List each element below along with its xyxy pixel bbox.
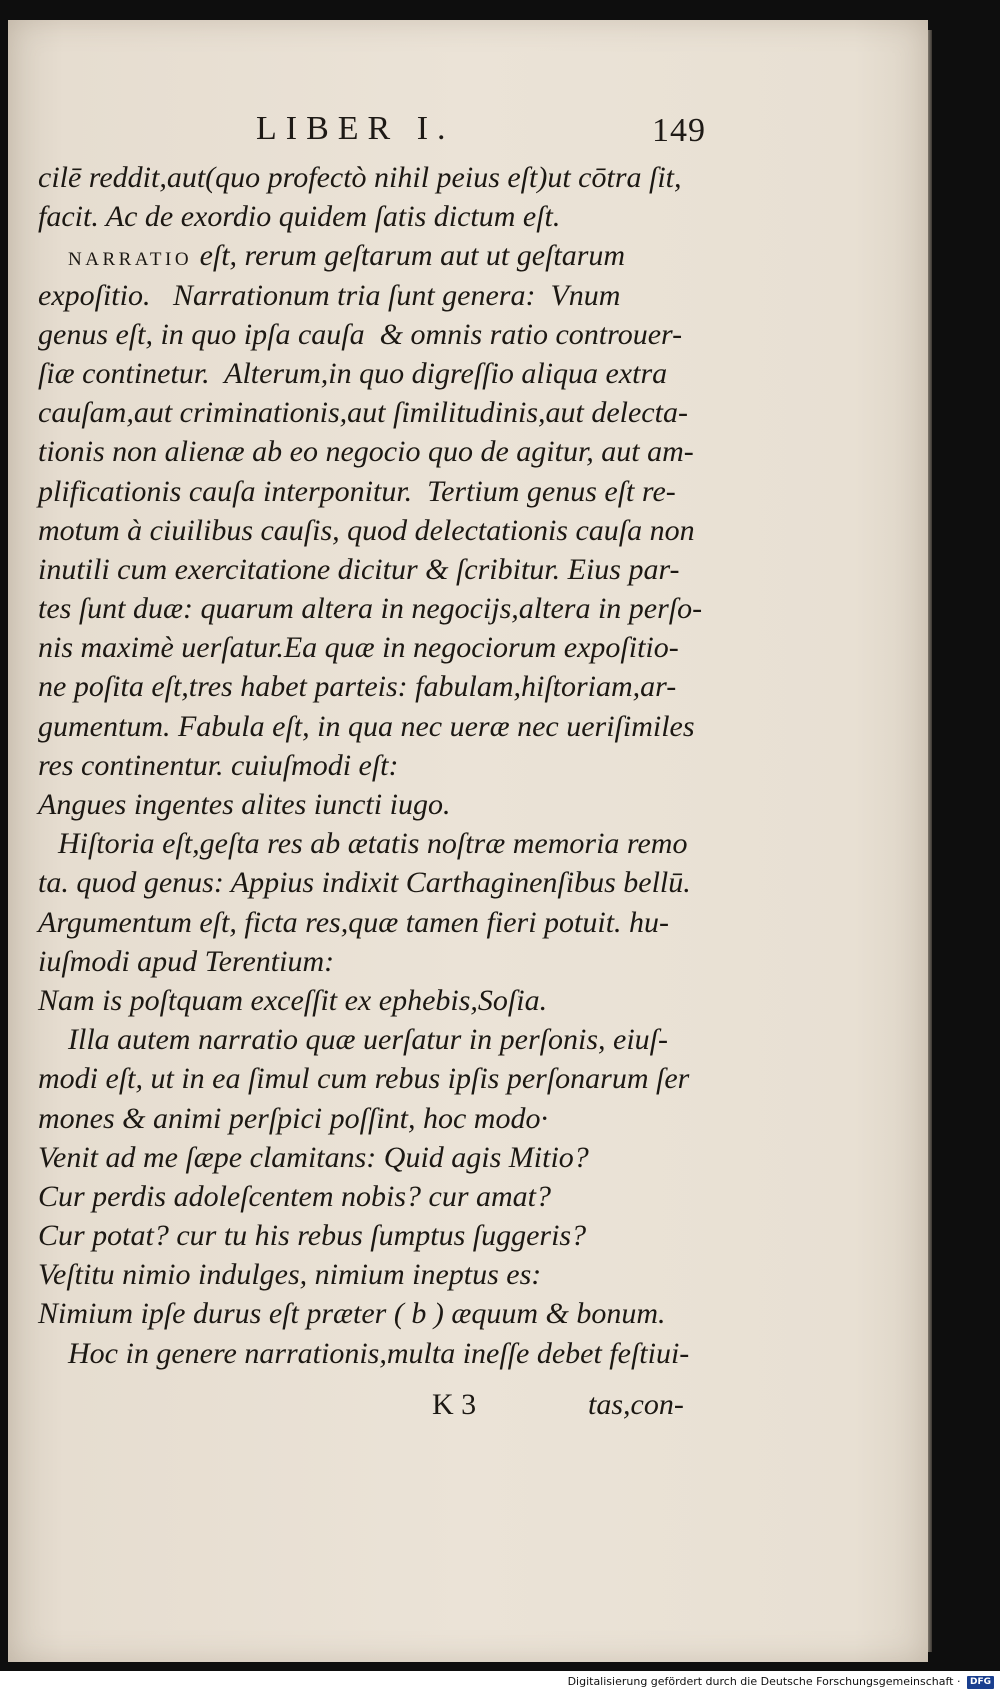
- text-line: [38, 746, 718, 785]
- text-line: [38, 1334, 718, 1373]
- text-line-content: expoſitio. Narrationum tria ſunt genera: Vnum: [38, 278, 621, 312]
- text-line: [38, 354, 718, 393]
- text-line: [38, 1099, 718, 1138]
- text-line: [38, 707, 718, 746]
- page-footer: [8, 1388, 928, 1428]
- text-line: [38, 942, 718, 981]
- text-line-content: ne poſita eſt,tres habet parteis: fabulam,hiſtoriam,ar-: [38, 670, 677, 704]
- text-line-content: Veſtitu nimio indulges, nimium ineptus es:: [38, 1258, 542, 1292]
- text-line-content: facit. Ac de exordio quidem ſatis dictum eſt.: [38, 200, 561, 234]
- text-line: [38, 628, 718, 667]
- running-head: LIBER I.: [256, 110, 455, 147]
- text-line-content: cauſam,aut criminationis,aut ſimilitudinis,aut delecta-: [38, 396, 688, 430]
- text-line-content: Cur perdis adoleſcentem nobis? cur amat?: [38, 1179, 552, 1213]
- page-number: 149: [652, 112, 706, 149]
- signature-mark: K 3: [432, 1388, 477, 1421]
- text-line-content: Cur potat? cur tu his rebus ſumptus ſuggeris?: [38, 1219, 587, 1253]
- book-page: [8, 20, 928, 1662]
- text-line: [38, 158, 718, 197]
- text-line: [38, 511, 718, 550]
- text-line-content: plificationis cauſa interponitur. Tertium genus eſt re-: [38, 474, 676, 508]
- text-line: [38, 824, 718, 863]
- text-line: [38, 1138, 718, 1177]
- text-line: [38, 667, 718, 706]
- text-line-content: ta. quod genus: Appius indixit Carthaginenſibus bellū.: [38, 866, 691, 900]
- text-line-content: Venit ad me ſæpe clamitans: Quid agis Mitio?: [38, 1140, 589, 1174]
- text-line-content: tionis non alienæ ab eo negocio quo de agitur, aut am-: [38, 435, 694, 469]
- catchword: tas,con-: [588, 1388, 684, 1421]
- text-line-content: Argumentum eſt, ficta res,quæ tamen fieri potuit. hu-: [38, 905, 670, 939]
- dfg-logo-icon: DFG: [967, 1676, 994, 1689]
- text-line-content: mones & animi perſpici poſſint, hoc modo·: [38, 1101, 548, 1135]
- text-line-content: nis maximè uerſatur.Ea quæ in negociorum expoſitio-: [38, 631, 679, 665]
- section-heading-word: NARRATIO: [68, 249, 193, 271]
- text-line-content: Nimium ipſe durus eſt præter ( b ) æquum & bonum.: [38, 1297, 666, 1331]
- text-line: [38, 550, 718, 589]
- text-line-content: motum à ciuilibus cauſis, quod delectationis cauſa non: [38, 513, 695, 547]
- text-line: [38, 276, 718, 315]
- text-line: [38, 863, 718, 902]
- text-line-content: Hiſtoria eſt,geſta res ab ætatis noſtræ memoria remo: [58, 827, 688, 861]
- text-line-content: gumentum. Fabula eſt, in qua nec ueræ nec ueriſimiles: [38, 709, 695, 743]
- text-line-content: ſiæ continetur. Alterum,in quo digreſſio aliqua extra: [38, 356, 668, 390]
- text-line-content: Illa autem narratio quæ uerſatur in perſonis, eiuſ-: [68, 1023, 668, 1057]
- text-line: [38, 1294, 718, 1333]
- text-line: [38, 1216, 718, 1255]
- text-line: [38, 1177, 718, 1216]
- text-line-content: iuſmodi apud Terentium:: [38, 944, 335, 978]
- text-line-content: Nam is poſtquam exceſſit ex ephebis,Soſia.: [38, 983, 548, 1017]
- text-line-content: Angues ingentes alites iuncti iugo.: [38, 788, 451, 821]
- text-line: [38, 903, 718, 942]
- text-line: [38, 1255, 718, 1294]
- text-line-content: eſt, rerum geſtarum aut ut geſtarum: [192, 239, 626, 273]
- text-line: [38, 432, 718, 471]
- text-line: [38, 981, 718, 1020]
- text-line-content: inutili cum exercitatione dicitur & ſcribitur. Eius par-: [38, 552, 680, 586]
- credit-text: Digitalisierung gefördert durch die Deutsche Forschungsgemeinschaft ·: [567, 1675, 961, 1688]
- text-line: [38, 393, 718, 432]
- text-line: [38, 472, 718, 511]
- text-line: [38, 1059, 718, 1098]
- text-line: [38, 236, 718, 275]
- text-line-content: res continentur. cuiuſmodi eſt:: [38, 748, 399, 782]
- body-text: [38, 158, 718, 1373]
- digitization-credit: [0, 1671, 1000, 1693]
- text-line-content: modi eſt, ut in ea ſimul cum rebus ipſis perſonarum ſer: [38, 1062, 690, 1096]
- text-line: [38, 197, 718, 236]
- text-line-content: genus eſt, in quo ipſa cauſa & omnis ratio controuer-: [38, 317, 683, 351]
- text-line: [38, 1020, 718, 1059]
- text-line-content: Hoc in genere narrationis,multa ineſſe debet feſtiui-: [68, 1336, 690, 1370]
- text-line-content: tes ſunt duæ: quarum altera in negocijs,altera in perſo-: [38, 592, 703, 626]
- text-line: [38, 589, 718, 628]
- text-line: [38, 785, 718, 824]
- page-header: [8, 110, 928, 160]
- text-line: [38, 315, 718, 354]
- text-line-content: cilē reddit,aut(quo profectò nihil peius eſt)ut cōtra ſit,: [38, 161, 682, 194]
